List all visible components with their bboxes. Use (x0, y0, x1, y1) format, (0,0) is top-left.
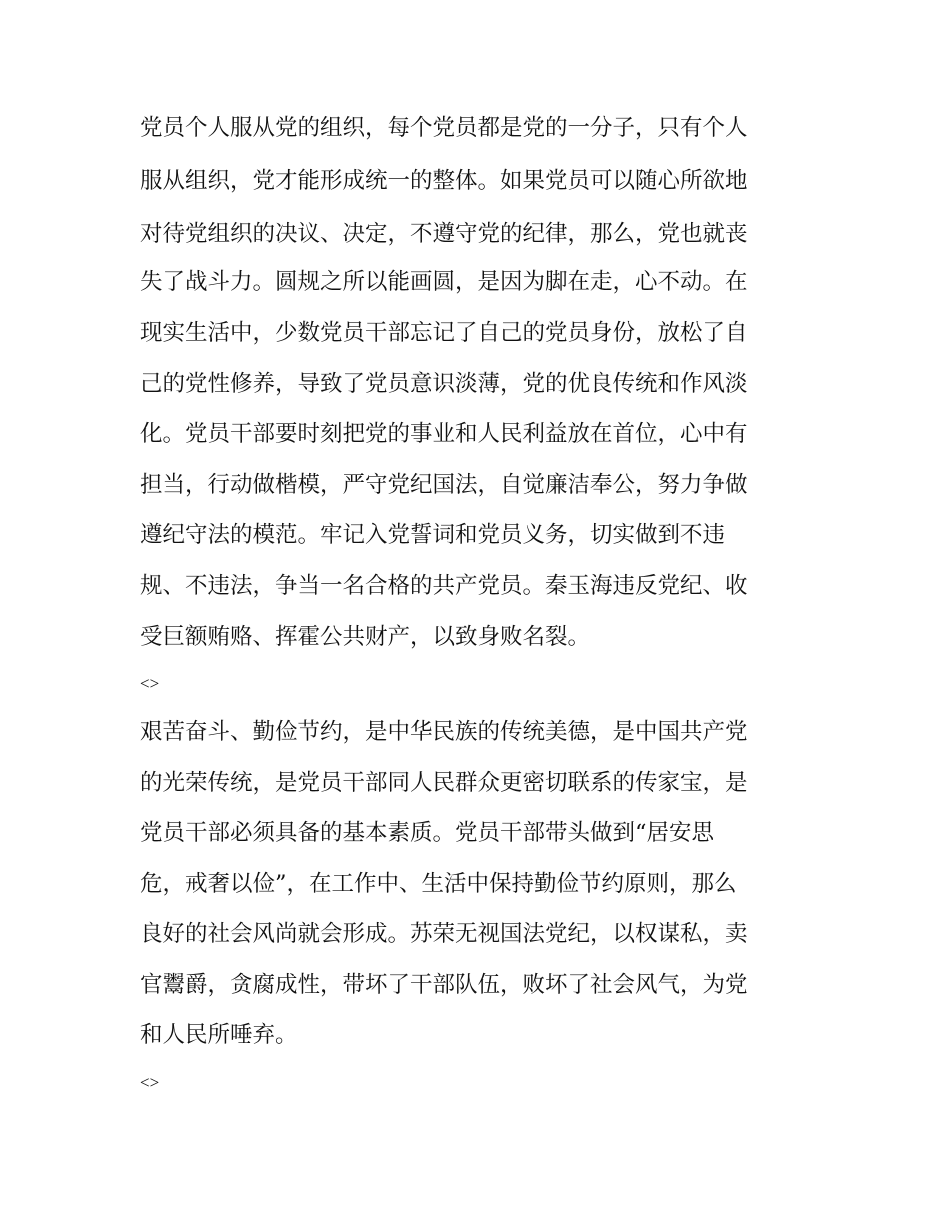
paragraph-1-line-7: 化。党员干部要时刻把党的事业和人民利益放在首位，心中有 (140, 421, 748, 447)
paragraph-1-line-1: 党员个人服从党的组织，每个党员都是党的一分子，只有个人 (140, 115, 748, 141)
paragraph-1-line-5: 现实生活中，少数党员干部忘记了自己的党员身份，放松了自 (140, 320, 748, 346)
paragraph-2-line-1: 艰苦奋斗、勤俭节约，是中华民族的传统美德，是中国共产党 (140, 719, 748, 745)
paragraph-1-line-2: 服从组织，党才能形成统一的整体。如果党员可以随心所欲地 (140, 168, 748, 194)
paragraph-2-line-7: 和人民所唾弃。 (140, 1022, 298, 1048)
paragraph-1-line-11: 受巨额贿赂、挥霍公共财产，以致身败名裂。 (140, 624, 591, 650)
paragraph-1-line-6: 己的党性修养，导致了党员意识淡薄，党的优良传统和作风淡 (140, 371, 748, 397)
paragraph-2-line-4: 危，戒奢以俭”，在工作中、生活中保持勤俭节约原则，那么 (140, 871, 737, 897)
paragraph-2-line-2: 的光荣传统，是党员干部同人民群众更密切联系的传家宝，是 (140, 770, 748, 796)
separator-2: <> (140, 1073, 160, 1092)
paragraph-1-line-8: 担当，行动做楷模，严守党纪国法，自觉廉洁奉公，努力争做 (140, 472, 748, 498)
paragraph-1-line-3: 对待党组织的决议、决定，不遵守党的纪律，那么，党也就丧 (140, 221, 748, 247)
paragraph-1-line-4: 失了战斗力。圆规之所以能画圆，是因为脚在走，心不动。在 (140, 269, 748, 295)
paragraph-2-line-3: 党员干部必须具备的基本素质。党员干部带头做到“居安思 (140, 820, 715, 846)
paragraph-2-line-5: 良好的社会风尚就会形成。苏荣无视国法党纪，以权谋私，卖 (140, 921, 748, 947)
paragraph-2-line-6: 官鬻爵，贪腐成性，带坏了干部队伍，败坏了社会风气，为党 (140, 972, 748, 998)
paragraph-1-line-10: 规、不违法，争当一名合格的共产党员。秦玉海违反党纪、收 (140, 573, 748, 599)
separator-1: <> (140, 674, 160, 693)
paragraph-1-line-9: 遵纪守法的模范。牢记入党誓词和党员义务，切实做到不违 (140, 522, 726, 548)
